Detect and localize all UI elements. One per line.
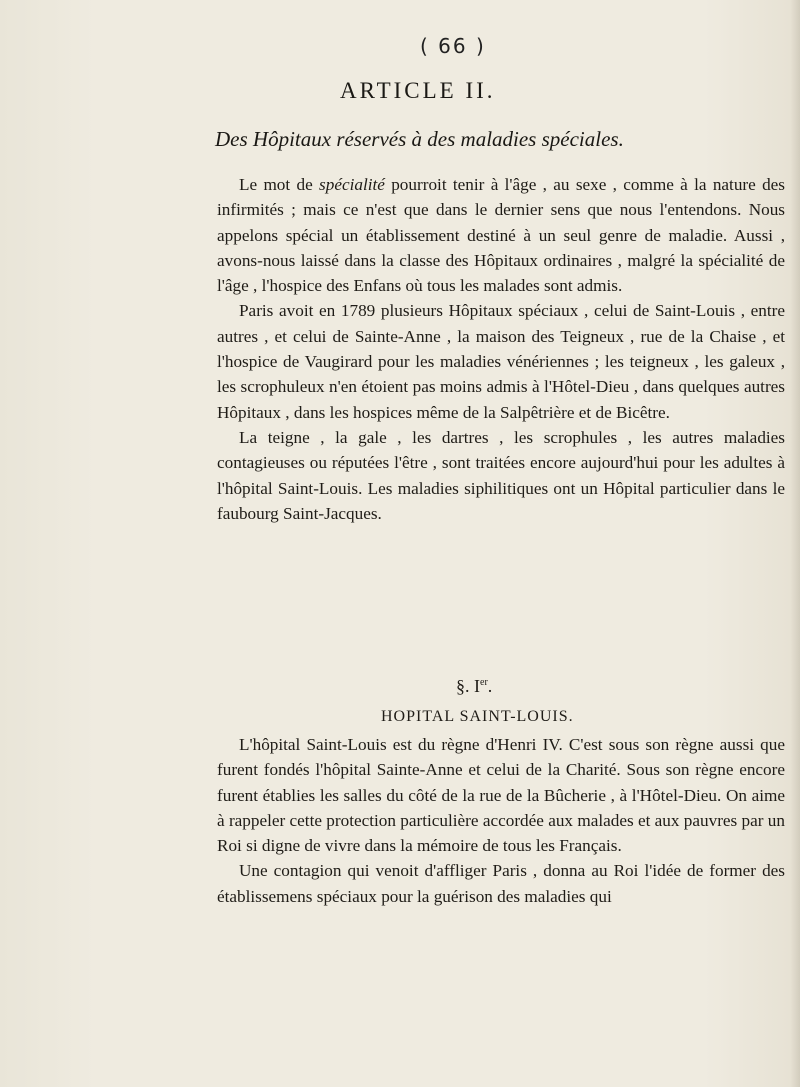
paragraph-contagion: Une contagion qui venoit d'affliger Paris , donna au Roi l'idée de former des établissemens spéciaux pour la guérison des maladies qui — [217, 861, 785, 906]
section-marker-superscript: er — [480, 677, 488, 688]
section-title: HOPITAL SAINT-LOUIS. — [381, 708, 574, 725]
section-marker-text: §. I — [456, 676, 480, 696]
paragraph-paris-1789: Paris avoit en 1789 plusieurs Hôpitaux spéciaux , celui de Saint-Louis , entre autres , et celui de Sainte-Anne , la maison des Teigneux , rue de la Chaise , et l'hospice de Vaugirard pour les maladies vénériennes ; les teigneux , les galeux , les scrophuleux n'en étoient pas moins admis à l'Hôtel-Dieu , dans quelques autres Hôpitaux , dans les hospices même de la Salpêtrière et de Bicêtre. — [217, 301, 785, 422]
paragraph-text: pourroit tenir à l'âge , au sexe , comme à la nature des infirmités ; mais ce n'est que dans le dernier sens que nous l'entendons. Nous appelons spécial un établissement destiné à un seul genre de maladie. Aussi , avons-nous laissé dans la classe des Hôpitaux ordinaires , malgré la spécialité de l'âge , l'hospice des Enfans où tous les malades sont admis. — [217, 175, 785, 296]
section-marker-period: . — [487, 676, 493, 696]
paragraph-saint-louis: L'hôpital Saint-Louis est du règne d'Henri IV. C'est sous son règne aussi que furent fondés l'hôpital Sainte-Anne et celui de la Charité. Sous son règne encore furent établies les salles du côté de la rue de la Bûcherie , à l'Hôtel-Dieu. On aime à rappeler cette protection particulière accordée aux malades et aux pauvres par un Roi si digne de vivre dans la mémoire de tous les Français. — [217, 735, 785, 856]
paragraph-maladies: La teigne , la gale , les dartres , les scrophules , les autres maladies contagieuses ou réputées l'être , sont traitées encore aujourd'hui pour les adultes à l'hôpital Saint-Louis. Les maladies siphilitiques ont un Hôpital particulier dans le faubourg Saint-Jacques. — [217, 427, 785, 523]
article-title: ARTICLE II. — [340, 78, 496, 103]
italic-term: spécialité — [319, 175, 385, 194]
paragraph-specialite — [217, 172, 785, 298]
page-edge-shadow — [790, 0, 800, 1087]
paragraph-text: Le mot de — [239, 175, 320, 194]
page-number: ( 66 ) — [420, 34, 486, 58]
chapter-heading: Des Hôpitaux réservés à des maladies spéciales. — [215, 127, 624, 151]
article-body — [217, 172, 785, 526]
section-marker — [456, 676, 492, 697]
section-body — [217, 732, 785, 909]
